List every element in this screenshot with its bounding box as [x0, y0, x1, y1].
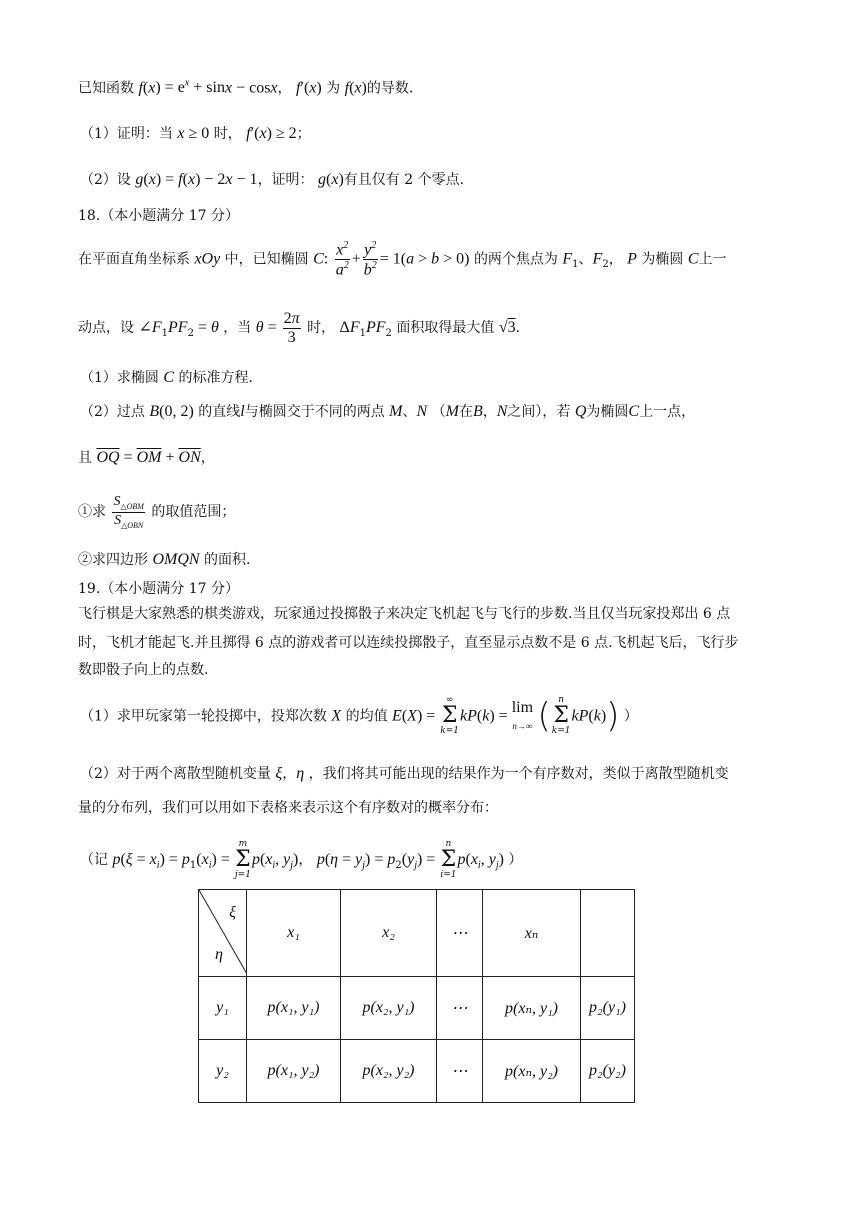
q17-part2: （2）设 g(x) = f(x) − 2x − 1，证明： g(x)有且仅有 2 个零点. — [80, 171, 465, 188]
q19-para3: 数即骰子向上的点数. — [78, 662, 209, 678]
row-label: y₁ — [199, 977, 247, 1040]
header-cell: x₁ — [247, 890, 341, 977]
diagonal-line — [199, 890, 247, 974]
header-cell — [581, 890, 635, 977]
table-corner-cell — [199, 890, 247, 977]
row-label: y₂ — [199, 1040, 247, 1103]
header-cell: ⋯ — [437, 890, 483, 977]
corner-xi: ξ — [229, 904, 236, 921]
q19-header: 19.（本小题满分 17 分） — [78, 581, 239, 597]
q18-line2: 动点，设 $\angle F_1PF_2 = \theta$ ，当 θ = $\frac{2\pi}{3}$ 时， $\Delta F_1PF_2$ 面积取得最大值 √3. — [78, 310, 521, 346]
q18-header: 18.（本小题满分 17 分） — [78, 208, 239, 224]
table-cell: p(x₁, y₂) — [247, 1040, 341, 1103]
table-cell: p(xₙ, y₂) — [483, 1040, 581, 1103]
q19-note: （记 $p(\xi = x_i) = p_1(x_i)$ = m Σ j=1 $p(x_i$, $y_j$)， $p(\eta = y_j) = p_2(y_j)$ = n Σ i=1 $p(x_i$, $y_j$) ） — [80, 839, 523, 880]
q18-sub2: ②求四边形 OMQN 的面积. — [78, 551, 251, 568]
corner-eta: η — [215, 946, 223, 963]
q17-part1: （1）证明：当 x ≥ 0 时， f′(x) ≥ 2； — [80, 125, 311, 142]
q19-para1: 飞行棋是大家熟悉的棋类游戏，玩家通过投掷骰子来决定飞机起飞与飞行的步数.当且仅当玩家投郑出 6 点 — [78, 606, 731, 622]
q19-part2-cont: 量的分布列，我们可以用如下表格来表示这个有序数对的概率分布： — [78, 800, 498, 816]
table-cell: ⋯ — [437, 977, 483, 1040]
q19-para2: 时，飞机才能起飞.并且掷得 6 点的游戏者可以连续投掷骰子，直至显示点数不是 6 点.飞机起飞后，飞行步 — [78, 635, 739, 651]
table-cell: p(x₂, y₁) — [341, 977, 437, 1040]
table-cell: p(xₙ, y₁) — [483, 977, 581, 1040]
q18-line1: 在平面直角坐标系 xOy 中，已知椭圆 C: $\frac{x^2}{a^2}$ + $\frac{y^2}{b^2}$ = 1(a > b > 0) 的两个焦点为 $F_1$、$F_2$， P 为椭圆 C上一 — [78, 240, 727, 279]
q18-vector: 且 $\overline{OQ} = \overline{OM} + \overline{ON}$， — [78, 449, 215, 466]
header-cell: x₂ — [341, 890, 437, 977]
table-cell: p₂(y₁) — [581, 977, 635, 1040]
table-row — [199, 977, 635, 1040]
distribution-table — [198, 889, 635, 1103]
q18-sub1: ①求 $\frac{S_{\triangle OBM}}{S_{\triangle OBN}}$ 的取值范围； — [78, 494, 236, 530]
q19-part1: （1）求甲玩家第一轮投掷中，投郑次数 X 的均值 E(X) = ∞ Σ k=1 kP(k) = lim n→∞ ( n Σ k=1 kP(k)) ） — [80, 695, 638, 737]
table-cell: p₂(y₂) — [581, 1040, 635, 1103]
header-cell: xₙ — [483, 890, 581, 977]
q17-intro: 已知函数 $f(x) = e^x + \sin x - \cos x$， f′(x) 为 f(x)的导数. — [78, 78, 414, 97]
table-cell: p(x₁, y₁) — [247, 977, 341, 1040]
table-row — [199, 1040, 635, 1103]
table-header-row — [199, 890, 635, 977]
q18-part2: （2）过点 B(0, 2) 的直线l与椭圆交于不同的两点 M、N （M在B，N之间），若 Q为椭圆C上一点， — [80, 403, 696, 420]
q19-part2: （2）对于两个离散型随机变量 ξ，η ，我们将其可能出现的结果作为一个有序数对，类似于离散型随机变 — [80, 765, 729, 782]
q18-part1: （1）求椭圆 C 的标准方程. — [80, 369, 253, 386]
table-cell: p(x₂, y₂) — [341, 1040, 437, 1103]
table-cell: ⋯ — [437, 1040, 483, 1103]
